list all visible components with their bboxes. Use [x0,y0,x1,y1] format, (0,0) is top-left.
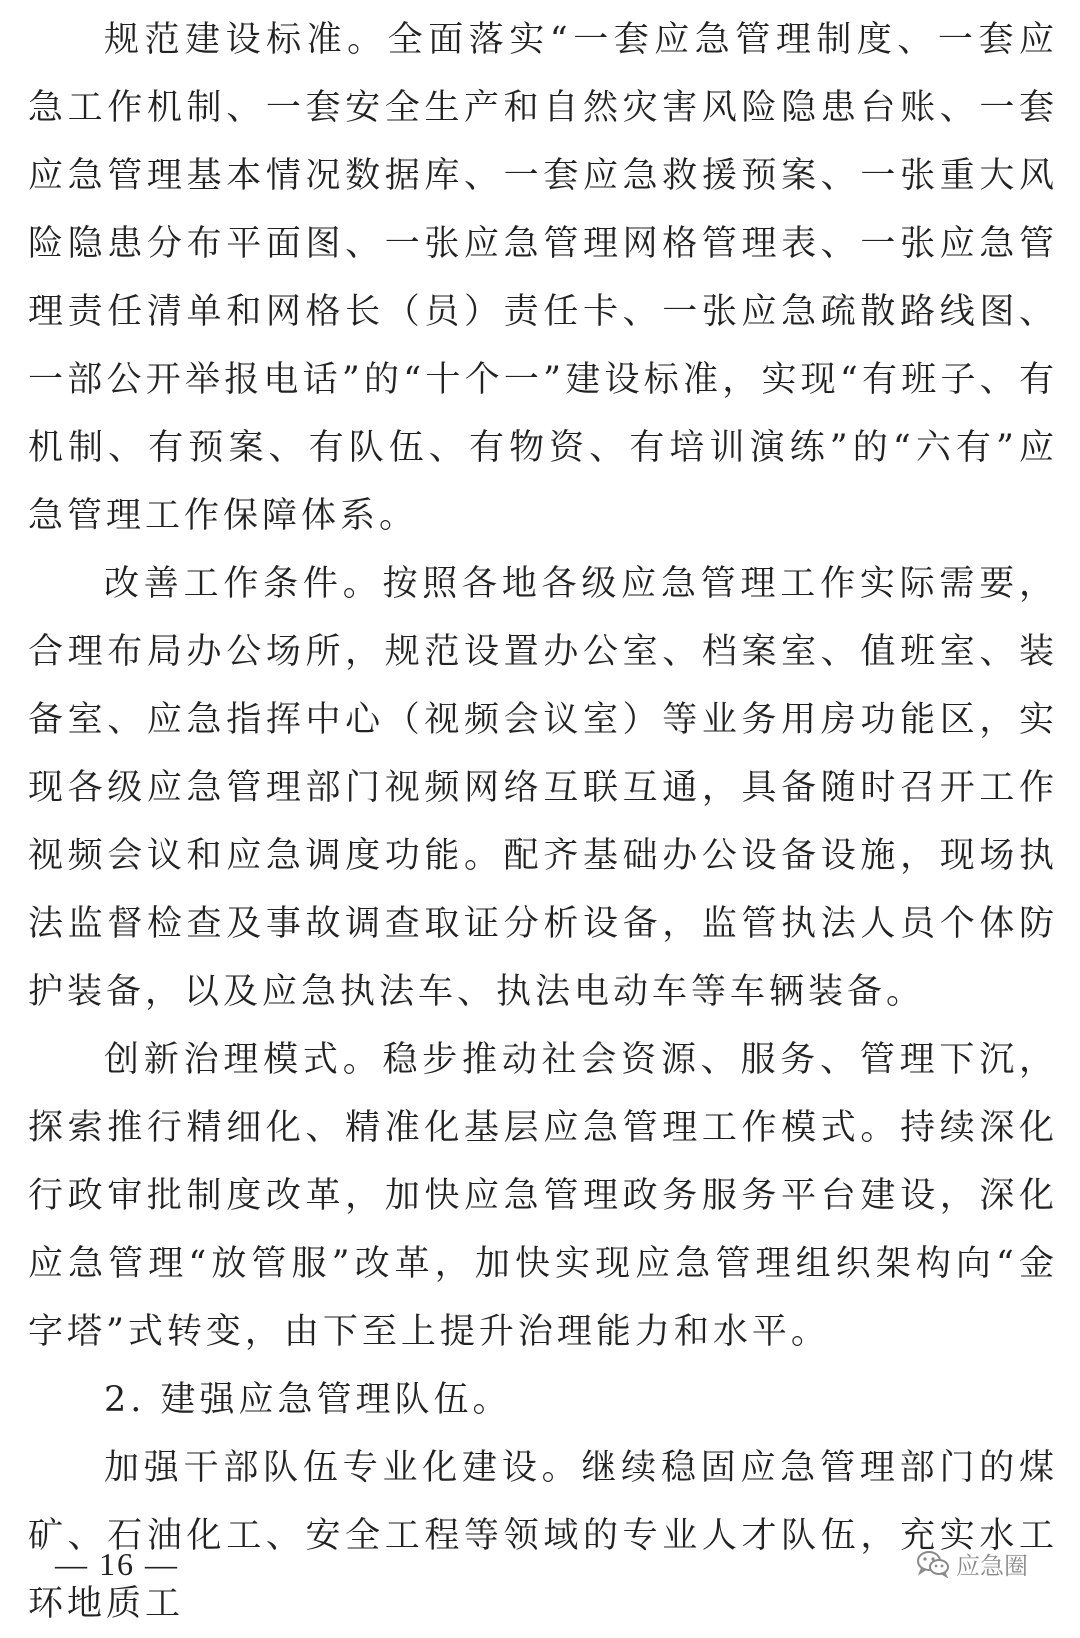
wechat-icon [916,1550,950,1578]
paragraph-cadre-team: 加强干部队伍专业化建设。继续稳固应急管理部门的煤矿、石油化工、安全工程等领域的专业人才队伍，充实水工环地质工 [28,1448,1058,1624]
watermark-text: 应急圈 [956,1552,1028,1580]
paragraph-governance-model: 创新治理模式。稳步推动社会资源、服务、管理下沉，探索推行精细化、精准化基层应急管理工作模式。持续深化行政审批制度改革，加快应急管理政务服务平台建设，深化应急管理“放管服”改革，加快实现应急管理组织架构向“金字塔”式转变，由下至上提升治理能力和水平。 [28,1040,1058,1352]
page-footer [0,1540,1080,1600]
paragraph-work-conditions: 改善工作条件。按照各地各级应急管理工作实际需要，合理布局办公场所，规范设置办公室、档案室、值班室、装备室、应急指挥中心（视频会议室）等业务用房功能区，实现各级应急管理部门视频网络互联互通，具备随时召开工作视频会议和应急调度功能。配齐基础办公设备设施，现场执法监督检查及事故调查取证分析设备，监管执法人员个体防护装备，以及应急执法车、执法电动车等车辆装备。 [28,564,1058,1012]
wechat-watermark [916,1546,1028,1581]
paragraph-standards: 规范建设标准。全面落实“一套应急管理制度、一套应急工作机制、一套安全生产和自然灾害风险隐患台账、一套应急管理基本情况数据库、一套应急救援预案、一张重大风险隐患分布平面图、一张应急管理网格管理表、一张应急管理责任清单和网格长（员）责任卡、一张应急疏散路线图、一部公开举报电话”的“十个一”建设标准，实现“有班子、有机制、有预案、有队伍、有物资、有培训演练”的“六有”应急管理工作保障体系。 [28,20,1058,536]
section-heading-team: 2. 建强应急管理队伍。 [104,1380,512,1420]
page-number: — 16 — [55,1546,179,1582]
document-body [28,6,1058,1638]
